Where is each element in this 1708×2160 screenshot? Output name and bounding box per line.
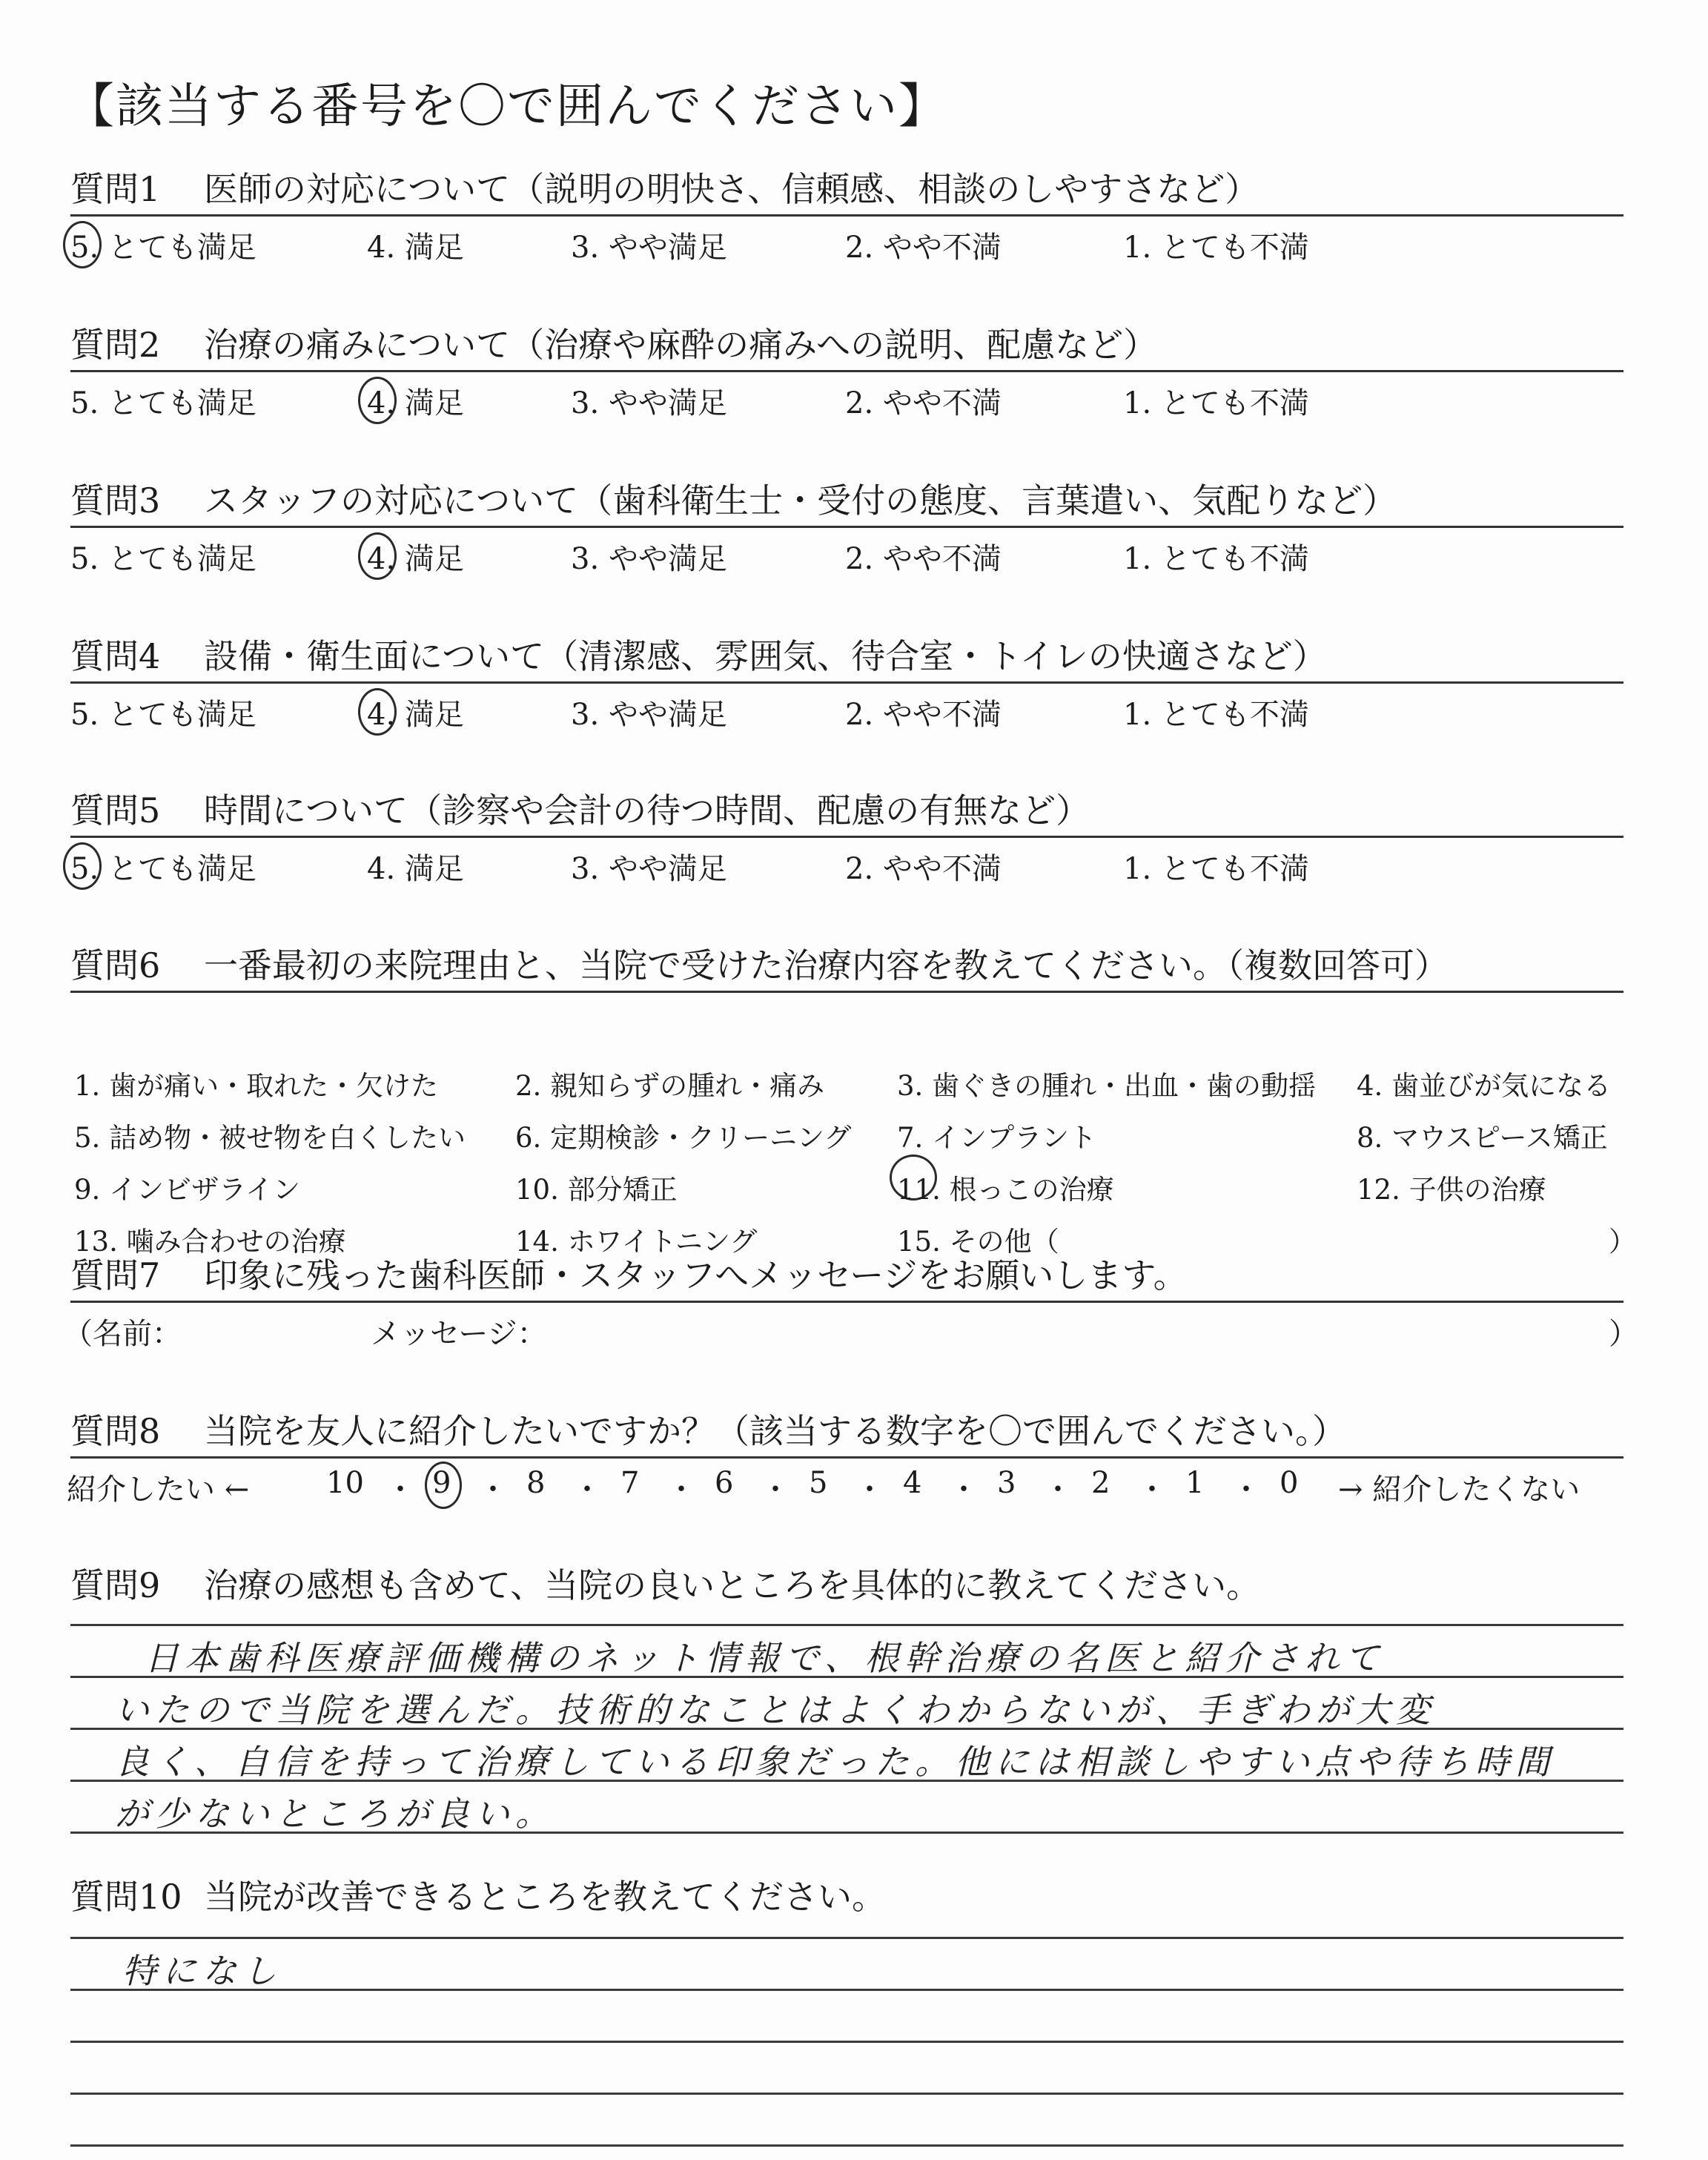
ruled-line — [70, 2144, 1623, 2147]
question-text: 治療の痛みについて（治療や麻酔の痛みへの説明、配慮など） — [204, 325, 1158, 365]
scale-right-label: → 紹介したくない — [1338, 1473, 1580, 1507]
treatment-option[interactable]: 10. 部分矯正 — [515, 1174, 678, 1206]
treatment-option[interactable]: 14. ホワイトニング — [515, 1226, 758, 1258]
rating-option[interactable]: 3. やや満足 — [571, 698, 727, 732]
scale-value[interactable]: 0 — [1280, 1466, 1299, 1500]
question-3 — [70, 478, 1623, 576]
question-text: スタッフの対応について（歯科衛生士・受付の態度、言葉遣い、気配りなど） — [204, 480, 1397, 521]
rating-option[interactable]: 3. やや満足 — [571, 542, 727, 576]
rating-option[interactable]: 5. とても満足 — [70, 852, 256, 886]
treatment-option[interactable]: 15. その他（ — [897, 1226, 1059, 1258]
question-7 — [63, 1253, 1638, 1351]
rating-option[interactable]: 2. やや不満 — [845, 852, 1002, 886]
treatment-option[interactable]: 5. 詰め物・被せ物を白くしたい — [74, 1122, 466, 1154]
rating-option[interactable]: 5. とても満足 — [70, 231, 256, 265]
rating-option[interactable]: 2. やや不満 — [845, 231, 1002, 265]
question-4 — [70, 634, 1623, 732]
rating-options — [70, 217, 1623, 265]
question-1 — [70, 167, 1623, 265]
scale-value[interactable]: 9 — [432, 1466, 451, 1500]
scale-separator: ・ — [1043, 1473, 1073, 1507]
rating-option[interactable]: 5. とても満足 — [70, 698, 256, 732]
scale-value[interactable]: 10 — [326, 1466, 364, 1500]
scale-value[interactable]: 4 — [903, 1466, 922, 1500]
treatment-option[interactable]: 7. インプラント — [897, 1122, 1097, 1154]
rating-option[interactable]: 3. やや満足 — [571, 231, 727, 265]
rating-option[interactable]: 3. やや満足 — [571, 386, 727, 420]
rating-option[interactable]: 1. とても不満 — [1123, 386, 1309, 420]
treatment-option[interactable]: 6. 定期検診・クリーニング — [515, 1122, 852, 1154]
rating-option[interactable]: 4. 満足 — [367, 852, 464, 886]
handwritten-answer-line: が少ないところが良い。 — [115, 1794, 555, 1834]
rating-option[interactable]: 1. とても不満 — [1123, 852, 1309, 886]
handwritten-answer-line: 特になし — [122, 1951, 282, 1991]
treatment-option[interactable]: 3. 歯ぐきの腫れ・出血・歯の動揺 — [897, 1070, 1317, 1102]
rating-option[interactable]: 5. とても満足 — [70, 542, 256, 576]
rating-option[interactable]: 1. とても不満 — [1123, 698, 1309, 732]
ruled-line — [70, 2093, 1623, 2095]
question-number: 質問6 — [70, 945, 161, 985]
rating-option[interactable]: 3. やや満足 — [571, 852, 727, 886]
rating-options — [70, 372, 1623, 420]
rating-option[interactable]: 4. 満足 — [367, 698, 464, 732]
treatment-option[interactable]: 4. 歯並びが気になる — [1357, 1070, 1612, 1102]
message-close-paren: ） — [1609, 1317, 1638, 1351]
question-number: 質問10 — [70, 1877, 182, 1917]
rating-options — [70, 684, 1623, 732]
question-number: 質問2 — [70, 325, 161, 365]
rating-option[interactable]: 5. とても満足 — [70, 386, 256, 420]
other-close-paren: ） — [1609, 1226, 1636, 1258]
question-text: 時間について（診察や会計の待つ時間、配慮の有無など） — [204, 790, 1090, 830]
question-text: 医師の対応について（説明の明快さ、信頼感、相談のしやすさなど） — [204, 169, 1260, 209]
handwritten-answer-line: 良く、自信を持って治療している印象だった。他には相談しやすい点や待ち時間 — [115, 1742, 1556, 1782]
rating-option[interactable]: 1. とても不満 — [1123, 231, 1309, 265]
question-number: 質問9 — [70, 1565, 161, 1605]
ruled-line — [70, 2041, 1623, 2043]
question-number: 質問1 — [70, 169, 161, 209]
scale-value[interactable]: 7 — [620, 1466, 640, 1500]
question-6 — [70, 943, 1636, 1258]
ruled-line — [70, 1989, 1623, 1991]
scale-value[interactable]: 3 — [997, 1466, 1016, 1500]
question-text: 当院を友人に紹介したいですか？（該当する数字を〇で囲んでください。） — [204, 1411, 1346, 1451]
question-text: 印象に残った歯科医師・スタッフへメッセージをお願いします。 — [204, 1255, 1188, 1295]
treatment-option[interactable]: 9. インビザライン — [74, 1174, 300, 1206]
name-label: （名前： — [63, 1317, 182, 1351]
ruled-line — [70, 1624, 1623, 1626]
question-text: 一番最初の来院理由と、当院で受けた治療内容を教えてください。（複数回答可） — [204, 945, 1449, 985]
scale-separator: ・ — [761, 1473, 790, 1507]
message-label: メッセージ： — [371, 1317, 547, 1351]
scale-separator: ・ — [385, 1473, 415, 1507]
question-9 — [70, 1563, 1623, 1608]
scale-left-label: 紹介したい ← — [67, 1473, 250, 1507]
rating-option[interactable]: 4. 満足 — [367, 386, 464, 420]
question-8 — [67, 1409, 1623, 1507]
question-2 — [70, 323, 1623, 420]
question-text: 治療の感想も含めて、当院の良いところを具体的に教えてください。 — [204, 1565, 1261, 1605]
question-number: 質問3 — [70, 480, 161, 521]
handwritten-answer-line: いたので当院を選んだ。技術的なことはよくわからないが、手ぎわが大変 — [115, 1690, 1436, 1730]
scale-separator: ・ — [1231, 1473, 1261, 1507]
rating-option[interactable]: 2. やや不満 — [845, 542, 1002, 576]
rating-option[interactable]: 4. 満足 — [367, 542, 464, 576]
question-number: 質問7 — [70, 1255, 161, 1295]
rating-option[interactable]: 4. 満足 — [367, 231, 464, 265]
rating-option[interactable]: 2. やや不満 — [845, 698, 1002, 732]
scale-value[interactable]: 8 — [526, 1466, 546, 1500]
survey-header: 【該当する番号を〇で囲んでください】 — [67, 79, 947, 134]
question-5 — [70, 788, 1623, 886]
rating-option[interactable]: 1. とても不満 — [1123, 542, 1309, 576]
treatment-option[interactable]: 12. 子供の治療 — [1357, 1174, 1546, 1206]
scale-separator: ・ — [855, 1473, 884, 1507]
scale-value[interactable]: 2 — [1091, 1466, 1110, 1500]
rating-options — [70, 528, 1623, 576]
recommend-scale — [67, 1459, 1623, 1507]
treatment-option[interactable]: 11. 根っこの治療 — [897, 1174, 1114, 1206]
scale-value[interactable]: 6 — [715, 1466, 734, 1500]
question-text: 設備・衛生面について（清潔感、雰囲気、待合室・トイレの快適さなど） — [204, 636, 1327, 676]
question-number: 質問8 — [70, 1411, 161, 1451]
treatment-option[interactable]: 8. マウスピース矯正 — [1357, 1122, 1608, 1154]
rating-options — [70, 838, 1623, 886]
treatment-option[interactable]: 13. 噛み合わせの治療 — [74, 1226, 346, 1258]
treatment-option[interactable]: 2. 親知らずの腫れ・痛み — [515, 1070, 825, 1102]
scale-separator: ・ — [478, 1473, 508, 1507]
scale-value[interactable]: 1 — [1185, 1466, 1205, 1500]
question-number: 質問4 — [70, 636, 161, 676]
scale-separator: ・ — [949, 1473, 979, 1507]
handwritten-answer-line: 日本歯科医療評価機構のネット情報で、根幹治療の名医と紹介されて — [145, 1638, 1386, 1678]
scale-separator: ・ — [666, 1473, 696, 1507]
treatment-option[interactable]: 1. 歯が痛い・取れた・欠けた — [74, 1070, 439, 1102]
scale-separator: ・ — [572, 1473, 602, 1507]
rating-option[interactable]: 2. やや不満 — [845, 386, 1002, 420]
scale-separator: ・ — [1137, 1473, 1167, 1507]
ruled-line — [70, 1937, 1623, 1939]
question-text: 当院が改善できるところを教えてください。 — [204, 1877, 886, 1917]
question-10 — [70, 1875, 1623, 1919]
scale-value[interactable]: 5 — [809, 1466, 828, 1500]
question-number: 質問5 — [70, 790, 161, 830]
